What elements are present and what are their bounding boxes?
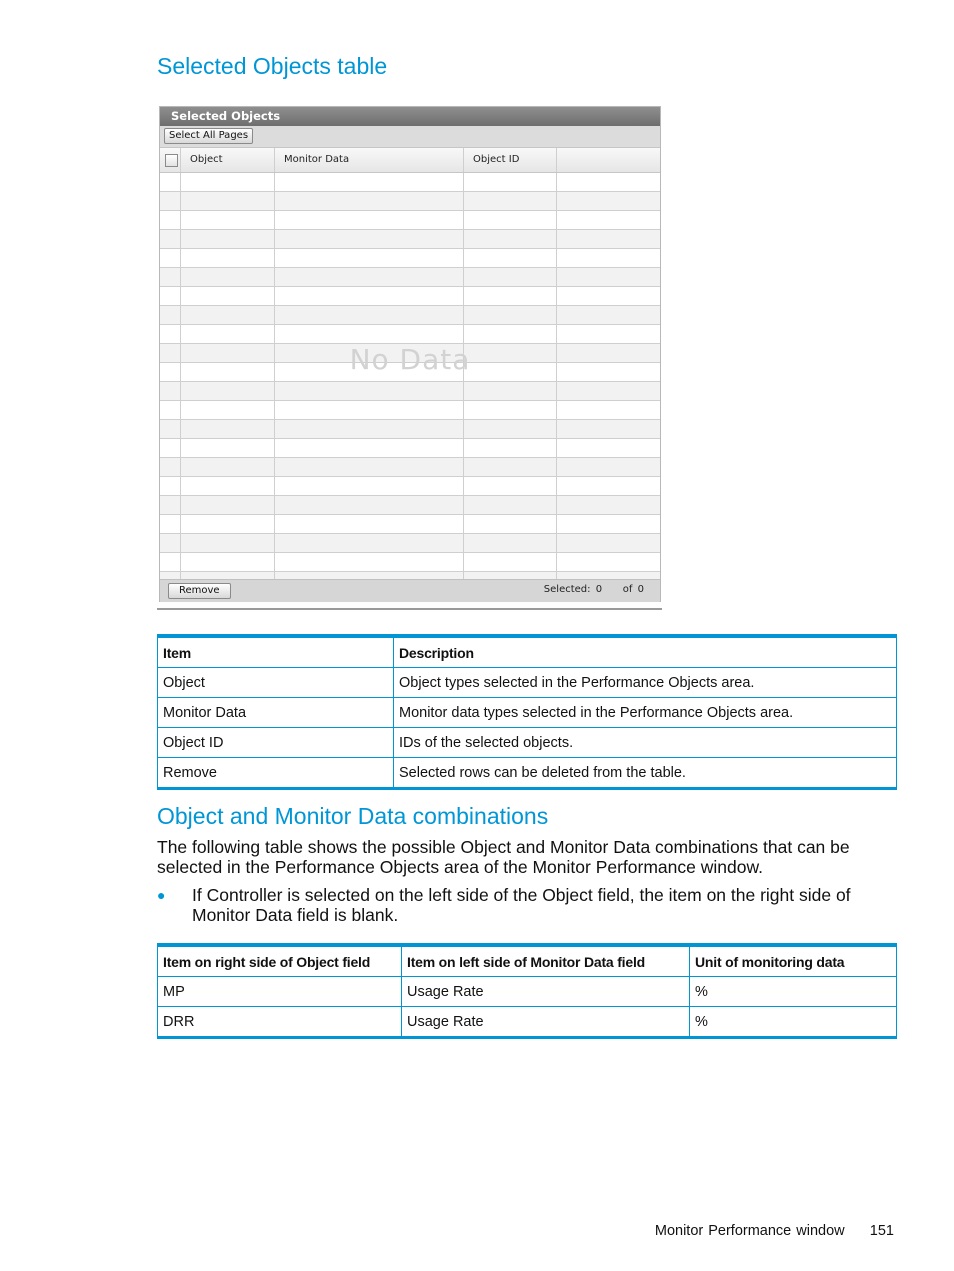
section-title-selected-objects: Selected Objects table bbox=[157, 53, 388, 79]
panel-toolbar bbox=[160, 126, 660, 148]
selected-count: 0 bbox=[595, 584, 603, 595]
panel-title: Selected Objects bbox=[160, 107, 660, 126]
table-header-row bbox=[158, 636, 897, 668]
header-monitor-data-field: Item on left side of Monitor Data field bbox=[402, 945, 690, 977]
footer-section-name: Monitor Performance window bbox=[654, 1223, 845, 1239]
column-header-monitor-data[interactable]: Monitor Data bbox=[284, 154, 350, 165]
table-row bbox=[158, 728, 897, 758]
selected-objects-panel bbox=[159, 106, 661, 602]
table-row bbox=[158, 698, 897, 728]
cell-monitor-data-field: Usage Rate bbox=[402, 977, 690, 1007]
no-data-message: No Data bbox=[349, 343, 471, 376]
grid-header bbox=[160, 148, 660, 173]
cell-description: IDs of the selected objects. bbox=[394, 728, 897, 758]
cell-object-field: DRR bbox=[158, 1007, 402, 1038]
table-row bbox=[158, 758, 897, 789]
select-all-pages-button[interactable]: Select All Pages bbox=[164, 128, 253, 144]
bullet-icon: ● bbox=[157, 887, 166, 903]
cell-monitor-data-field: Usage Rate bbox=[402, 1007, 690, 1038]
cell-item: Remove bbox=[158, 758, 394, 789]
header-object-field: Item on right side of Object field bbox=[158, 945, 402, 977]
select-all-checkbox[interactable] bbox=[165, 154, 178, 167]
cell-description: Selected rows can be deleted from the table. bbox=[394, 758, 897, 789]
cell-unit: % bbox=[690, 1007, 897, 1038]
cell-item: Object bbox=[158, 668, 394, 698]
page-footer bbox=[655, 1223, 894, 1239]
grid-body bbox=[160, 173, 660, 579]
of-label: of bbox=[622, 584, 633, 595]
selected-label: Selected: bbox=[543, 584, 591, 595]
header-item: Item bbox=[158, 636, 394, 668]
remove-button[interactable]: Remove bbox=[168, 583, 231, 599]
selected-objects-description-table bbox=[157, 634, 897, 790]
table-header-row bbox=[158, 945, 897, 977]
cell-item: Monitor Data bbox=[158, 698, 394, 728]
cell-unit: % bbox=[690, 977, 897, 1007]
intro-paragraph: The following table shows the possible Object and Monitor Data combinations that can be selected in the Performance Objects area of the Monitor Performance window. bbox=[157, 837, 850, 877]
section-title-combinations: Object and Monitor Data combinations bbox=[157, 803, 549, 829]
cell-description: Object types selected in the Performance Objects area. bbox=[394, 668, 897, 698]
page-number: 151 bbox=[869, 1223, 894, 1239]
selection-status bbox=[544, 584, 644, 595]
bullet-text: If Controller is selected on the left side of the Object field, the item on the right side of Monitor Data field is blank. bbox=[192, 885, 851, 925]
combinations-table bbox=[157, 943, 897, 1039]
table-row bbox=[158, 977, 897, 1007]
table-row bbox=[158, 668, 897, 698]
panel-footer bbox=[160, 579, 660, 602]
table-row bbox=[158, 1007, 897, 1038]
cell-description: Monitor data types selected in the Performance Objects area. bbox=[394, 698, 897, 728]
header-description: Description bbox=[394, 636, 897, 668]
total-count: 0 bbox=[637, 584, 644, 595]
header-unit: Unit of monitoring data bbox=[690, 945, 897, 977]
column-header-object[interactable]: Object bbox=[190, 154, 223, 165]
panel-shadow bbox=[157, 608, 662, 610]
column-header-object-id[interactable]: Object ID bbox=[473, 154, 520, 165]
cell-object-field: MP bbox=[158, 977, 402, 1007]
cell-item: Object ID bbox=[158, 728, 394, 758]
